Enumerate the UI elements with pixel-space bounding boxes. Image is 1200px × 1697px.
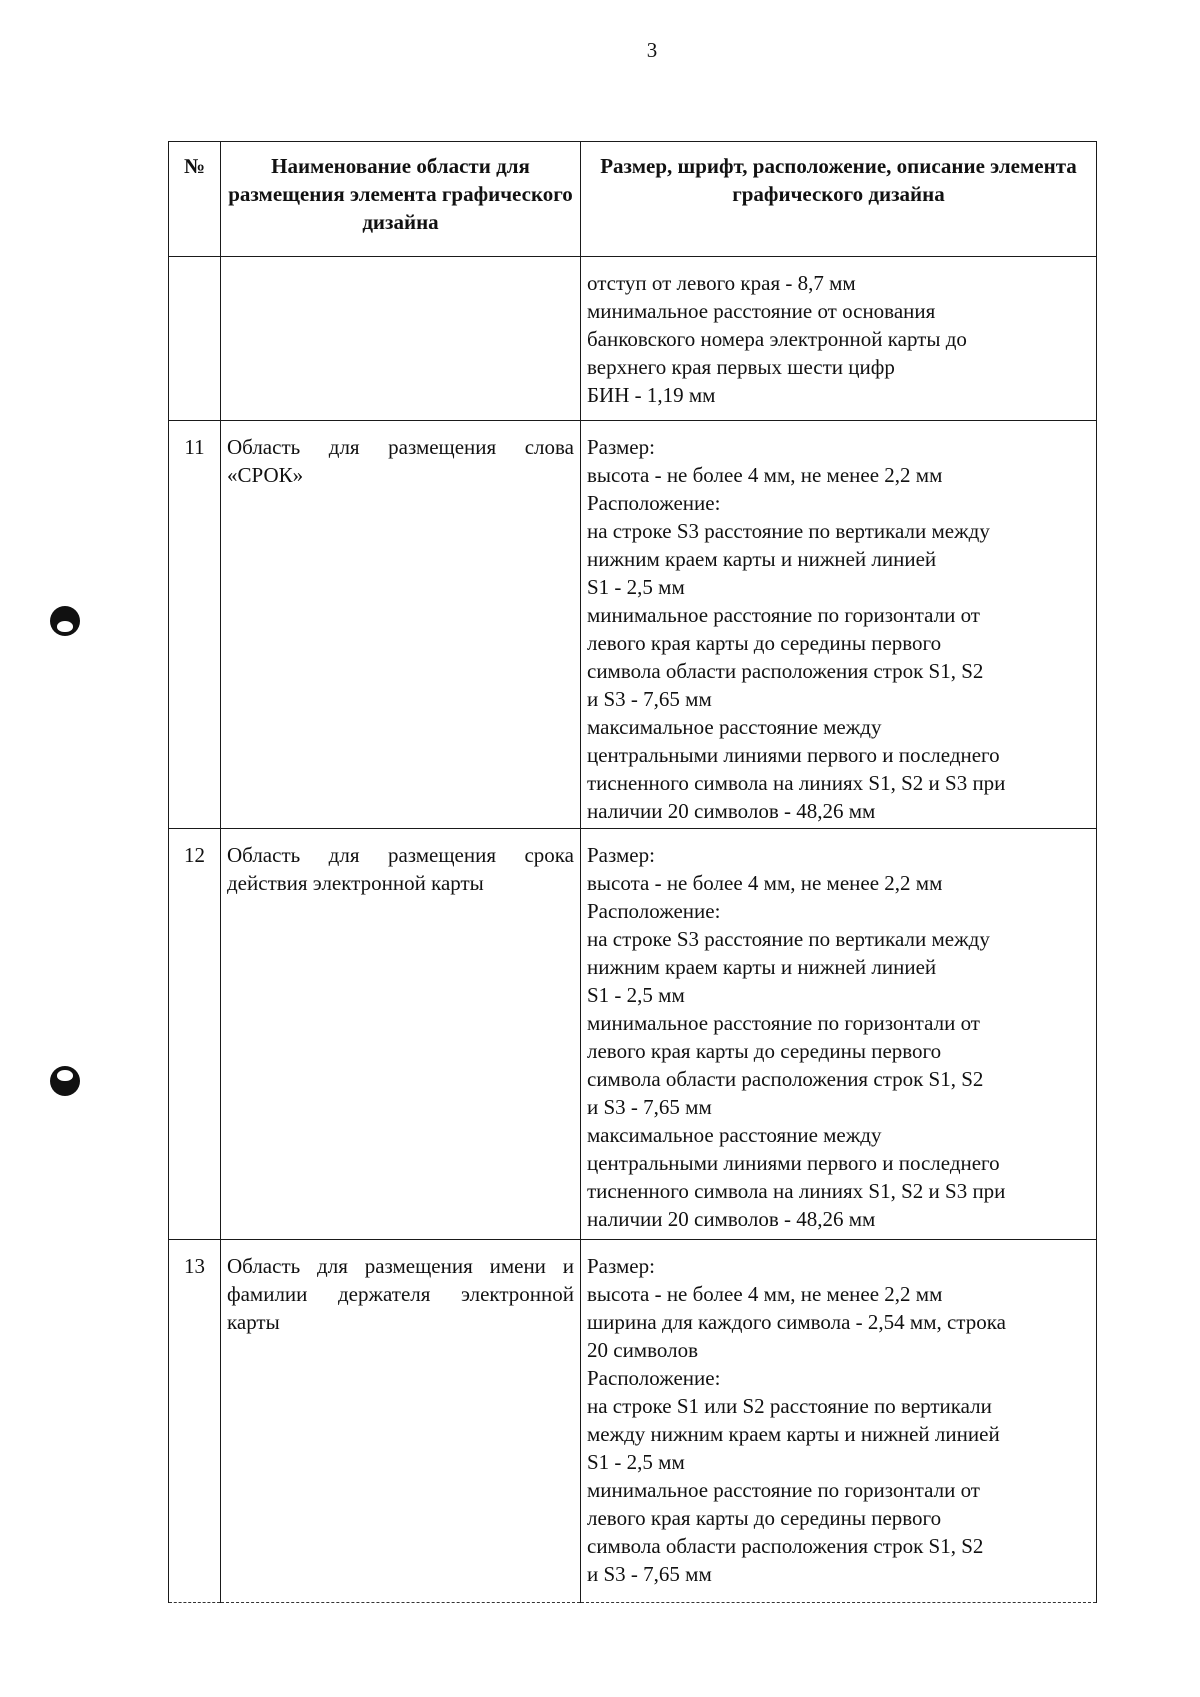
description-line: Размер: xyxy=(587,843,655,867)
table-row xyxy=(169,1240,1097,1603)
row-number-cell xyxy=(169,257,221,421)
description-line: Расположение: xyxy=(587,899,721,923)
description-line: тисненного символа на линиях S1, S2 и S3 при xyxy=(587,771,1006,795)
description-line: минимальное расстояние от основания xyxy=(587,299,936,323)
description-line: Расположение: xyxy=(587,491,721,515)
description-line: наличии 20 символов - 48,26 мм xyxy=(587,799,876,823)
description-line: ширина для каждого символа - 2,54 мм, строка xyxy=(587,1310,1006,1334)
row-description-cell xyxy=(581,829,1097,1240)
description-line: и S3 - 7,65 мм xyxy=(587,687,712,711)
page-number: 3 xyxy=(646,38,658,62)
description-line: нижним краем карты и нижней линией xyxy=(587,547,937,571)
description-line: 20 символов xyxy=(587,1338,698,1362)
row-number-cell: 13 xyxy=(169,1240,221,1603)
punch-hole-mark xyxy=(50,606,80,636)
header-description: Размер, шрифт, расположение, описание элемента графического дизайна xyxy=(581,142,1097,257)
description-line: минимальное расстояние по горизонтали от xyxy=(587,1478,980,1502)
description-line: S1 - 2,5 мм xyxy=(587,575,685,599)
description-line: максимальное расстояние между xyxy=(587,1123,882,1147)
description-line: символа области расположения строк S1, S2 xyxy=(587,659,984,683)
description-line: минимальное расстояние по горизонтали от xyxy=(587,603,980,627)
description-line: левого края карты до середины первого xyxy=(587,1506,942,1530)
description-line: на строке S1 или S2 расстояние по вертикали xyxy=(587,1394,992,1418)
description-line: высота - не более 4 мм, не менее 2,2 мм xyxy=(587,463,943,487)
description-line: между нижним краем карты и нижней линией xyxy=(587,1422,1000,1446)
description-line: Размер: xyxy=(587,435,655,459)
description-line: на строке S3 расстояние по вертикали между xyxy=(587,927,990,951)
description-line: левого края карты до середины первого xyxy=(587,1039,942,1063)
description-line: и S3 - 7,65 мм xyxy=(587,1095,712,1119)
punch-hole-mark xyxy=(50,1066,80,1096)
table-row xyxy=(169,421,1097,829)
description-line: центральными линиями первого и последнего xyxy=(587,1151,1000,1175)
description-line: нижним краем карты и нижней линией xyxy=(587,955,937,979)
row-description-cell xyxy=(581,1240,1097,1603)
description-line: левого края карты до середины первого xyxy=(587,631,942,655)
description-line: отступ от левого края - 8,7 мм xyxy=(587,271,856,295)
row-name-cell: Область для размещения срока действия электронной карты xyxy=(221,829,581,1240)
description-line: максимальное расстояние между xyxy=(587,715,882,739)
description-line: Расположение: xyxy=(587,1366,721,1390)
graphic-design-spec-table xyxy=(168,141,1097,1603)
description-line: высота - не более 4 мм, не менее 2,2 мм xyxy=(587,1282,943,1306)
description-line: символа области расположения строк S1, S2 xyxy=(587,1067,984,1091)
description-line: БИН - 1,19 мм xyxy=(587,383,716,407)
description-line: центральными линиями первого и последнего xyxy=(587,743,1000,767)
row-number-cell: 11 xyxy=(169,421,221,829)
description-line: символа области расположения строк S1, S2 xyxy=(587,1534,984,1558)
description-line: Размер: xyxy=(587,1254,655,1278)
table-row xyxy=(169,829,1097,1240)
description-line: наличии 20 символов - 48,26 мм xyxy=(587,1207,876,1231)
description-line: банковского номера электронной карты до xyxy=(587,327,967,351)
description-line: тисненного символа на линиях S1, S2 и S3 при xyxy=(587,1179,1006,1203)
row-name-cell: Область для размещения имени и фамилии держателя электронной карты xyxy=(221,1240,581,1603)
row-description-cell xyxy=(581,421,1097,829)
row-description-cell xyxy=(581,257,1097,421)
row-number-cell: 12 xyxy=(169,829,221,1240)
description-line: верхнего края первых шести цифр xyxy=(587,355,895,379)
header-number: № xyxy=(169,142,221,257)
table-row-continuation xyxy=(169,257,1097,421)
description-line: на строке S3 расстояние по вертикали между xyxy=(587,519,990,543)
description-line: высота - не более 4 мм, не менее 2,2 мм xyxy=(587,871,943,895)
description-line: и S3 - 7,65 мм xyxy=(587,1562,712,1586)
row-name-cell: Область для размещения слова «СРОК» xyxy=(221,421,581,829)
table-header-row xyxy=(169,142,1097,257)
row-name-cell xyxy=(221,257,581,421)
header-area-name: Наименование области для размещения элемента графического дизайна xyxy=(221,142,581,257)
description-line: S1 - 2,5 мм xyxy=(587,983,685,1007)
description-line: минимальное расстояние по горизонтали от xyxy=(587,1011,980,1035)
description-line: S1 - 2,5 мм xyxy=(587,1450,685,1474)
